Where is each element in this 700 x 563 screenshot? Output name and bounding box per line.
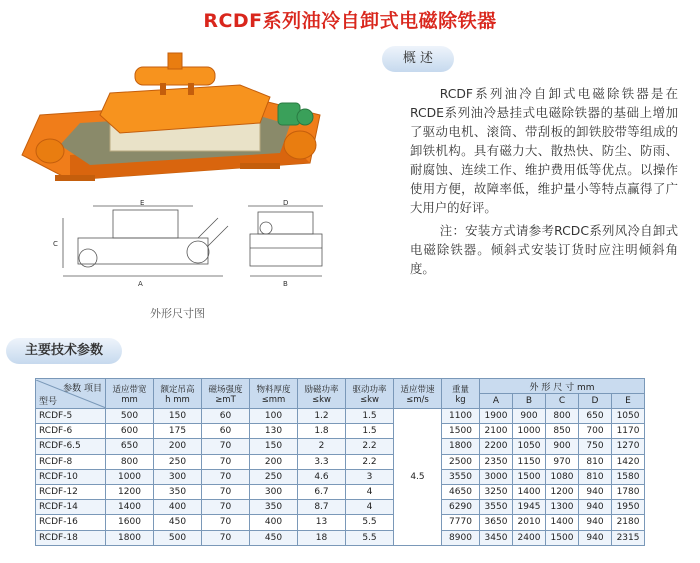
table-cell: 4 (346, 500, 394, 515)
table-cell: 700 (579, 424, 612, 439)
overview-note: 注：安装方式请参考RCDC系列风冷自卸式电磁除铁器。倾斜式安装订货时应注明倾斜角度。 (410, 223, 678, 276)
dim-header: C (546, 394, 579, 409)
table-cell: 500 (106, 409, 154, 424)
table-cell: 1080 (546, 469, 579, 484)
table-cell: 810 (579, 454, 612, 469)
dimension-drawings (18, 198, 338, 298)
corner-header-top: 参数 项目 (63, 383, 102, 394)
table-cell: 1780 (612, 484, 645, 499)
table-cell: 150 (154, 409, 202, 424)
column-header: 驱动功率 ≤kw (346, 379, 394, 409)
table-cell: 3000 (480, 469, 513, 484)
overview-text (410, 84, 678, 278)
table-cell: 500 (154, 530, 202, 545)
dim-label-b: B (283, 280, 288, 288)
table-cell: 3 (346, 469, 394, 484)
table-row (36, 484, 645, 499)
table-cell: 250 (250, 469, 298, 484)
table-cell: 940 (579, 530, 612, 545)
table-cell: RCDF-8 (36, 454, 106, 469)
table-cell: 1400 (546, 515, 579, 530)
table-cell: 800 (546, 409, 579, 424)
table-cell: 1500 (513, 469, 546, 484)
table-cell: 1170 (612, 424, 645, 439)
table-cell: 400 (250, 515, 298, 530)
drawing-caption: 外形尺寸图 (150, 307, 205, 320)
table-cell: 250 (154, 454, 202, 469)
table-cell: 650 (106, 439, 154, 454)
table-cell: 6.7 (298, 484, 346, 499)
specs-heading: 主要技术参数 (6, 338, 122, 364)
table-cell: 1100 (442, 409, 480, 424)
table-cell: 1945 (513, 500, 546, 515)
column-header: 适应带速 ≤m/s (394, 379, 442, 409)
table-cell: 70 (202, 500, 250, 515)
table-cell: 1600 (106, 515, 154, 530)
table-cell: 70 (202, 469, 250, 484)
table-cell: RCDF-10 (36, 469, 106, 484)
table-cell: 3450 (480, 530, 513, 545)
table-cell: 2500 (442, 454, 480, 469)
table-cell: 1900 (480, 409, 513, 424)
table-cell: 1050 (612, 409, 645, 424)
table-cell: 1.2 (298, 409, 346, 424)
table-cell: 2180 (612, 515, 645, 530)
table-cell: 5.5 (346, 530, 394, 545)
table-cell: 940 (579, 500, 612, 515)
overview-paragraph: RCDF系列油冷自卸式电磁除铁器是在RCDE系列油冷悬挂式电磁除铁器的基础上增加了驱动电机、滚筒、带刮板的卸铁胶带等组成的卸铁机构。具有磁力大、散热快、防尘、防雨、耐腐蚀、连续工作、维护费用低等优点。以操作使用方便，故障率低，维护量小等特点赢得了广大用户的好评。 (410, 86, 678, 215)
table-cell: 200 (250, 454, 298, 469)
table-cell: 900 (546, 439, 579, 454)
table-row (36, 409, 645, 424)
table-cell: 150 (250, 439, 298, 454)
table-cell: 940 (579, 484, 612, 499)
table-cell: 18 (298, 530, 346, 545)
table-cell: 5.5 (346, 515, 394, 530)
table-cell: 810 (579, 469, 612, 484)
table-cell: 175 (154, 424, 202, 439)
column-header: 重量 kg (442, 379, 480, 409)
dim-label-d: D (283, 199, 289, 207)
table-cell: 2400 (513, 530, 546, 545)
table-cell: 2.2 (346, 454, 394, 469)
dim-label-a: A (138, 280, 143, 288)
table-cell: 70 (202, 484, 250, 499)
dim-header: A (480, 394, 513, 409)
table-cell: 1200 (106, 484, 154, 499)
table-cell: 850 (546, 424, 579, 439)
column-header: 物料厚度 ≤mm (250, 379, 298, 409)
table-row (36, 439, 645, 454)
table-cell: RCDF-6 (36, 424, 106, 439)
table-cell: 600 (106, 424, 154, 439)
table-row (36, 530, 645, 545)
table-cell: RCDF-14 (36, 500, 106, 515)
column-header: 磁场强度 ≥mT (202, 379, 250, 409)
table-row (36, 469, 645, 484)
table-cell: 970 (546, 454, 579, 469)
table-row (36, 424, 645, 439)
table-cell: 2.2 (346, 439, 394, 454)
dim-label-e: E (140, 199, 145, 207)
table-cell: 2200 (480, 439, 513, 454)
column-header: 励磁功率 ≤kw (298, 379, 346, 409)
table-cell: 1.8 (298, 424, 346, 439)
table-cell: 1.5 (346, 424, 394, 439)
corner-header (36, 379, 106, 409)
table-cell: 1050 (513, 439, 546, 454)
table-cell: 450 (250, 530, 298, 545)
table-cell: RCDF-6.5 (36, 439, 106, 454)
table-cell: 2350 (480, 454, 513, 469)
table-cell: 1200 (546, 484, 579, 499)
table-cell: 350 (154, 484, 202, 499)
corner-header-bottom: 型号 (39, 396, 58, 407)
table-cell: 1.5 (346, 409, 394, 424)
table-cell: 3650 (480, 515, 513, 530)
table-cell: RCDF-18 (36, 530, 106, 545)
column-header: 适应带宽 mm (106, 379, 154, 409)
table-cell: 70 (202, 454, 250, 469)
table-cell: 2010 (513, 515, 546, 530)
table-row (36, 515, 645, 530)
table-cell: 8.7 (298, 500, 346, 515)
table-cell: 100 (250, 409, 298, 424)
table-cell: 8900 (442, 530, 480, 545)
table-cell: 2 (298, 439, 346, 454)
table-cell: 3550 (442, 469, 480, 484)
table-cell: RCDF-5 (36, 409, 106, 424)
table-cell: 900 (513, 409, 546, 424)
table-cell: 1400 (106, 500, 154, 515)
table-cell: 4650 (442, 484, 480, 499)
column-header: 额定吊高 h mm (154, 379, 202, 409)
table-cell: 1300 (546, 500, 579, 515)
table-cell: 1000 (513, 424, 546, 439)
table-cell: 800 (106, 454, 154, 469)
table-cell: 400 (154, 500, 202, 515)
table-cell: 70 (202, 439, 250, 454)
overview-heading: 概 述 (382, 46, 454, 72)
table-cell: 13 (298, 515, 346, 530)
table-cell: 4 (346, 484, 394, 499)
table-cell: 1400 (513, 484, 546, 499)
table-cell: 4.6 (298, 469, 346, 484)
table-cell: 70 (202, 530, 250, 545)
table-row (36, 454, 645, 469)
table-row (36, 500, 645, 515)
table-cell: 130 (250, 424, 298, 439)
table-cell: 1000 (106, 469, 154, 484)
dim-header: B (513, 394, 546, 409)
table-cell: 7770 (442, 515, 480, 530)
table-cell: 3550 (480, 500, 513, 515)
table-cell: 1420 (612, 454, 645, 469)
table-cell: 1500 (546, 530, 579, 545)
table-cell: 300 (154, 469, 202, 484)
table-cell: RCDF-12 (36, 484, 106, 499)
table-cell: 1580 (612, 469, 645, 484)
table-cell: 1800 (442, 439, 480, 454)
table-cell: 1800 (106, 530, 154, 545)
table-cell: 1500 (442, 424, 480, 439)
table-cell: 750 (579, 439, 612, 454)
table-cell: 3.3 (298, 454, 346, 469)
specs-table (35, 378, 645, 546)
belt-speed-cell: 4.5 (394, 409, 442, 546)
table-cell: 350 (250, 500, 298, 515)
specs-table-wrap (35, 378, 643, 553)
table-cell: 450 (154, 515, 202, 530)
table-cell: 2315 (612, 530, 645, 545)
table-cell: 60 (202, 409, 250, 424)
table-cell: 650 (579, 409, 612, 424)
table-cell: 940 (579, 515, 612, 530)
table-cell: 3250 (480, 484, 513, 499)
dim-header: D (579, 394, 612, 409)
table-cell: 200 (154, 439, 202, 454)
page-title: RCDF系列油冷自卸式电磁除铁器 (203, 10, 497, 32)
table-cell: 300 (250, 484, 298, 499)
table-cell: 2100 (480, 424, 513, 439)
dims-group-header: 外 形 尺 寸 mm (480, 379, 645, 394)
table-cell: 1150 (513, 454, 546, 469)
table-cell: 1950 (612, 500, 645, 515)
table-cell: RCDF-16 (36, 515, 106, 530)
product-photo (10, 45, 340, 193)
table-cell: 60 (202, 424, 250, 439)
table-cell: 6290 (442, 500, 480, 515)
dim-header: E (612, 394, 645, 409)
table-cell: 70 (202, 515, 250, 530)
table-cell: 1270 (612, 439, 645, 454)
dim-label-c: C (53, 240, 58, 248)
